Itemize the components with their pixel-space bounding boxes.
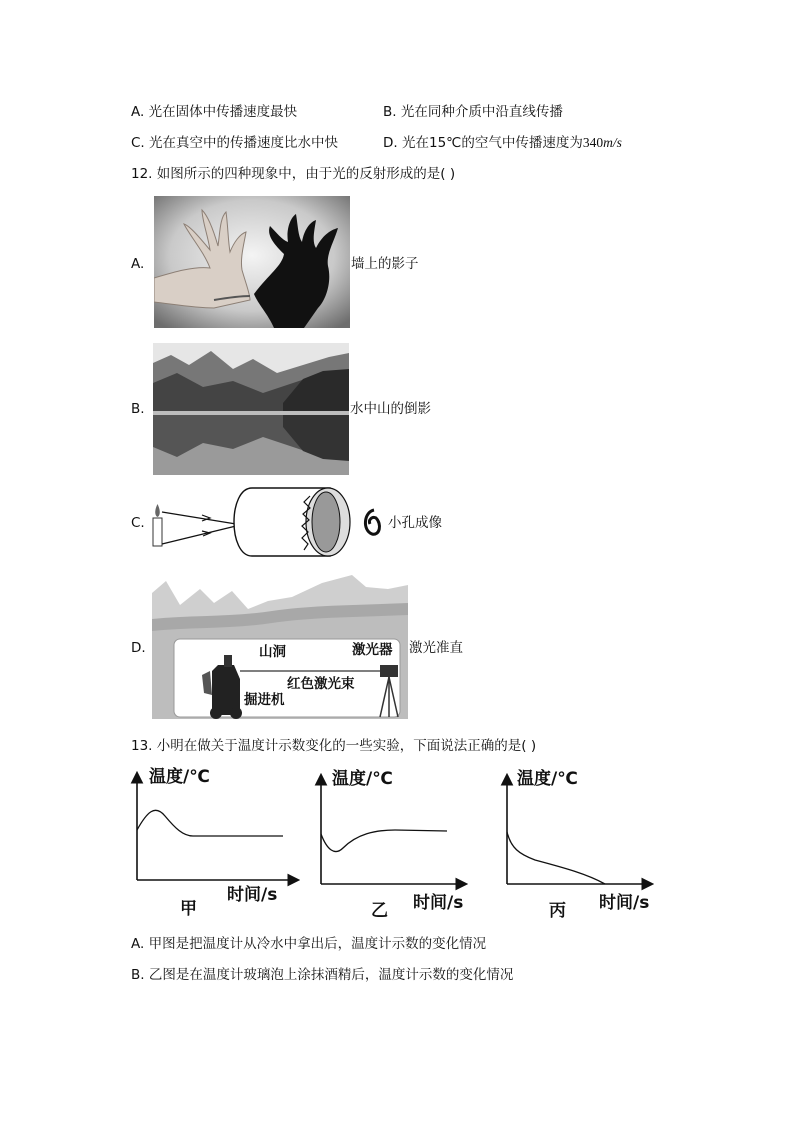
graph-yi-xlabel: 时间/s bbox=[413, 893, 464, 913]
q13-option-b: B. 乙图是在温度计玻璃泡上涂抹酒精后，温度计示数的变化情况 bbox=[131, 967, 514, 983]
graph-yi-label: 乙 bbox=[371, 901, 388, 921]
graph-yi bbox=[321, 776, 465, 884]
q12-option-d-caption: 激光准直 bbox=[409, 640, 463, 656]
q11-option-d-unit: m/s bbox=[603, 135, 622, 150]
q12-option-c-letter: C. bbox=[131, 515, 145, 531]
q11-option-a: A. 光在固体中传播速度最快 bbox=[131, 104, 298, 120]
graph-jia-label: 甲 bbox=[180, 899, 197, 919]
q11-option-c: C. 光在真空中的传播速度比水中快 bbox=[131, 135, 339, 151]
laser-tunnel-diagram bbox=[152, 575, 408, 719]
q12-option-b-caption: 水中山的倒影 bbox=[350, 401, 431, 417]
q11-option-d-value: 340 bbox=[582, 135, 604, 150]
q11-option-b: B. 光在同种介质中沿直线传播 bbox=[383, 104, 563, 120]
graph-bing-xlabel: 时间/s bbox=[599, 893, 650, 913]
shadow-puppet-photo bbox=[154, 196, 350, 328]
q12-option-b-letter: B. bbox=[131, 401, 145, 417]
label-laser: 激光器 bbox=[352, 642, 393, 658]
q12-option-c-caption: 小孔成像 bbox=[388, 515, 442, 531]
q13-stem: 13. 小明在做关于温度计示数变化的一些实验，下面说法正确的是( ) bbox=[131, 738, 537, 754]
temperature-graphs bbox=[125, 764, 665, 924]
graph-yi-curve bbox=[321, 830, 447, 852]
q12-option-a-caption: 墙上的影子 bbox=[351, 256, 419, 272]
q11-option-d bbox=[383, 134, 622, 152]
q12-option-a-letter: A. bbox=[131, 256, 145, 272]
q11-option-d-text: D. 光在15℃的空气中传播速度为 bbox=[383, 135, 583, 151]
pinhole-camera-diagram bbox=[148, 484, 388, 560]
label-red-laser-beam: 红色激光束 bbox=[287, 676, 355, 692]
graph-bing bbox=[507, 776, 651, 884]
q12-stem: 12. 如图所示的四种现象中，由于光的反射形成的是( ) bbox=[131, 166, 456, 182]
graph-bing-ylabel: 温度/℃ bbox=[517, 769, 578, 789]
graph-jia-curve bbox=[137, 810, 283, 836]
mountain-reflection-photo bbox=[153, 343, 349, 475]
q13-option-a: A. 甲图是把温度计从冷水中拿出后，温度计示数的变化情况 bbox=[131, 936, 487, 952]
graph-jia-ylabel: 温度/℃ bbox=[149, 767, 210, 787]
graph-jia-xlabel: 时间/s bbox=[227, 885, 278, 905]
graph-jia bbox=[137, 774, 297, 880]
label-cave: 山洞 bbox=[259, 644, 286, 660]
graph-yi-ylabel: 温度/℃ bbox=[332, 769, 393, 789]
graph-bing-label: 丙 bbox=[549, 901, 566, 921]
graph-bing-curve bbox=[507, 832, 605, 884]
q12-option-d-letter: D. bbox=[131, 640, 146, 656]
label-tunneling-machine: 掘进机 bbox=[244, 692, 285, 708]
